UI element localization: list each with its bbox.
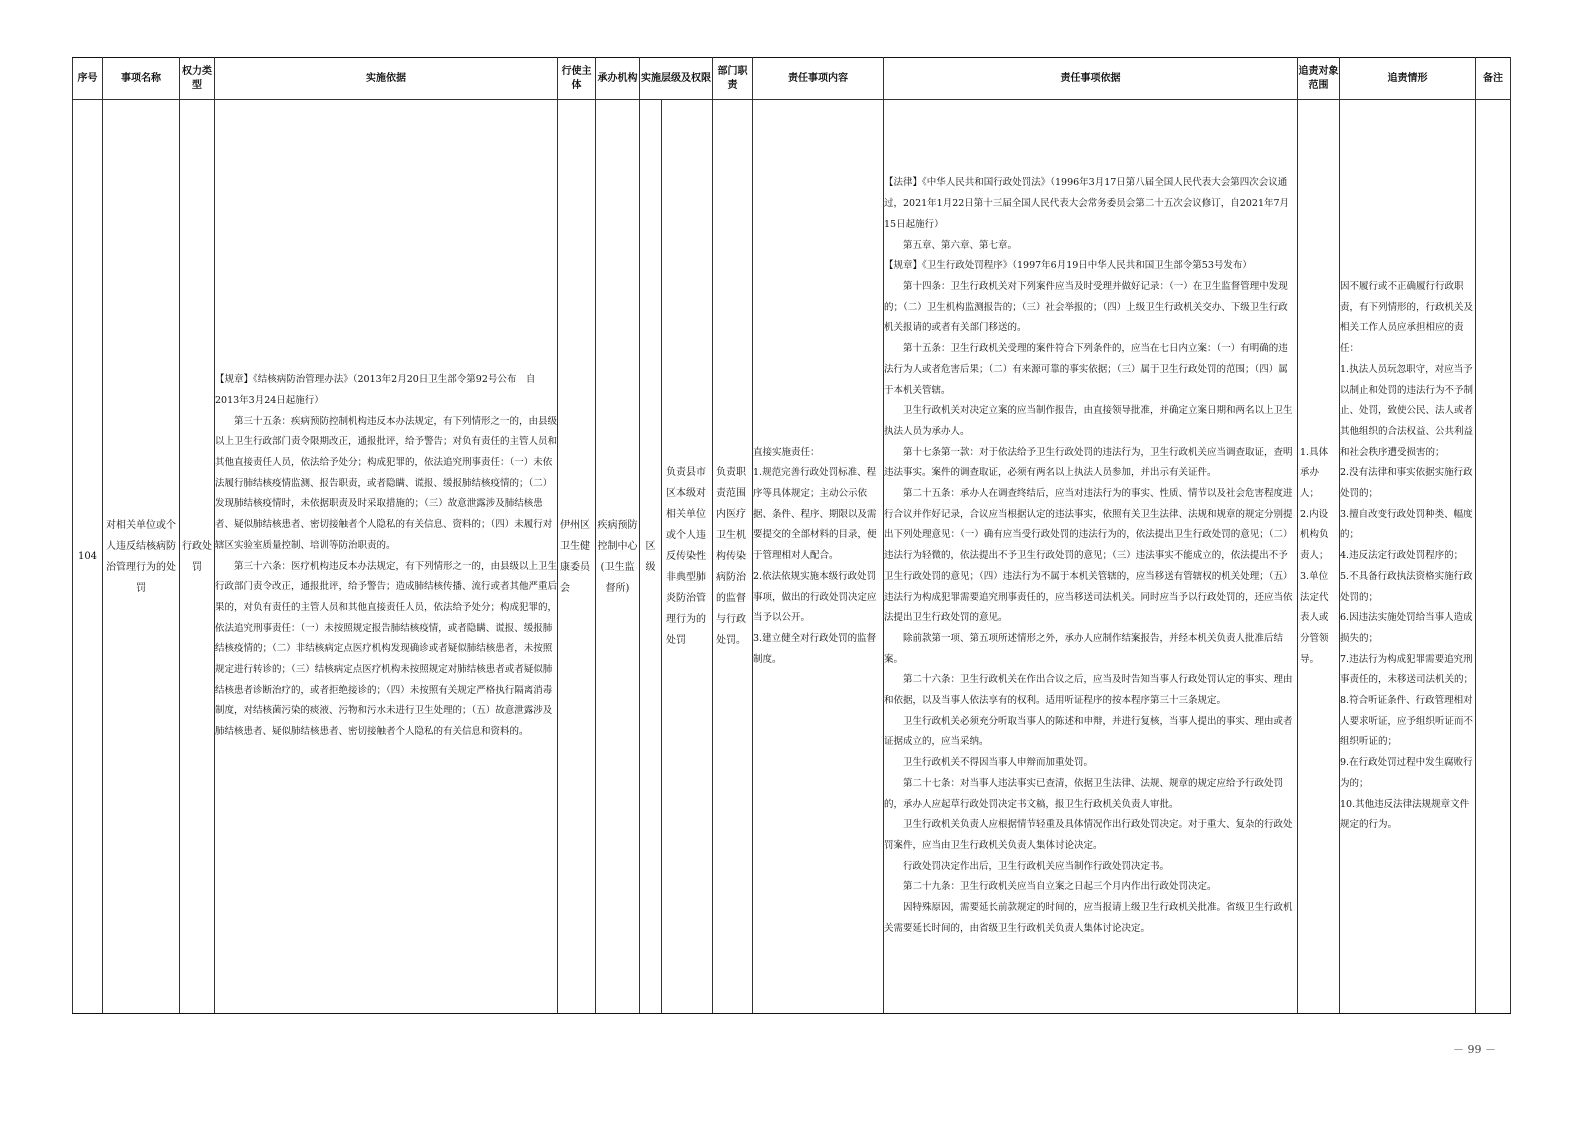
header-resp-basis: 责任事项依据 — [884, 58, 1298, 100]
resp-basis-paragraph: 行政处罚决定作出后，卫生行政机关应当制作行政处罚决定书。 — [903, 860, 1170, 872]
cell-power-type: 行政处罚 — [180, 100, 215, 1014]
cell-account-case — [1340, 100, 1476, 1014]
resp-basis-paragraph: 第二十五条：承办人在调查终结后，应当对违法行为的事实、性质、情节以及社会危害程度进行合议并作好记录，合议应当根据认定的违法事实，依照有关卫生法律、法规和规章的规定分别提出下列处理意见：（一）确有应当受行政处罚的违法行为的，依法提出卫生行政处罚的意见；（二）违法行为轻微的，依法提出不予卫生行政处罚的意见；（三）违法事实不能成立的，依法提出不予卫生行政处罚的意见；（四）违法行为不属于本机关管辖的，应当移送有管辖权的机关处理；（五）违法行为构成犯罪需要追究刑事责任的，应当移送司法机关。同时应当予以行政处罚的，还应当依法提出卫生行政处罚的意见。 — [884, 488, 1293, 624]
account-scope-line: 2.内设机构负责人； — [1300, 508, 1329, 562]
basis-paragraph: 第三十五条：疾病预防控制机构违反本办法规定，有下列情形之一的，由县级以上卫生行政部门责令限期改正，通报批评，给予警告；对负有责任的主管人员和其他直接责任人员，依法给予处分；构成犯罪的，依法追究刑事责任：（一）未依法履行肺结核疫情监测、报告职责，或者隐瞒、谎报、缓报肺结核疫情的；（二）发现肺结核疫情时，未依据职责及时采取措施的；（三）故意泄露涉及肺结核患者、疑似肺结核患者、密切接触者个人隐私的有关信息、资料的；（四）未履行对辖区实验室质量控制、培训等防治职责的。 — [215, 415, 558, 551]
resp-basis-paragraph: 卫生行政机关必须充分听取当事人的陈述和申辩，并进行复核，当事人提出的事实、理由或者证据成立的，应当采纳。 — [884, 715, 1293, 748]
header-agency: 承办机构 — [596, 58, 640, 100]
resp-basis-paragraph: 卫生行政机关负责人应根据情节轻重及具体情况作出行政处罚决定。对于重大、复杂的行政处罚案件，应当由卫生行政机关负责人集体讨论决定。 — [884, 819, 1293, 851]
header-row — [73, 58, 1511, 100]
account-case-line: 10.其他违反法律法规规章文件规定的行为。 — [1340, 798, 1470, 831]
header-level: 实施层级及权限 — [640, 58, 713, 100]
basis-paragraph: 第三十六条：医疗机构违反本办法规定，有下列情形之一的，由县级以上卫生行政部门责令改正，通报批评，给予警告；造成肺结核传播、流行或者其他严重后果的，对负有责任的主管人员和其他直接责任人员，依法给予处分；构成犯罪的，依法追究刑事责任：（一）未按照规定报告肺结核疫情，或者隐瞒、谎报、缓报肺结核疫情的；（二）非结核病定点医疗机构发现确诊或者疑似肺结核患者，未按照规定进行转诊的；（三）结核病定点医疗机构未按照规定对肺结核患者或者疑似肺结核患者诊断治疗的，或者拒绝接诊的；（四）未按照有关规定严格执行隔离消毒制度，对结核菌污染的痰液、污物和污水未进行卫生处理的；（五）故意泄露涉及肺结核患者、疑似肺结核患者、密切接触者个人隐私的有关信息和资料的。 — [215, 560, 558, 738]
resp-basis-paragraph: 第二十九条：卫生行政机关应当自立案之日起三个月内作出行政处罚决定。 — [903, 881, 1217, 893]
resp-content-text — [753, 443, 883, 671]
header-basis: 实施依据 — [215, 58, 558, 100]
resp-basis-paragraph: 卫生行政机关不得因当事人申辩而加重处罚。 — [903, 757, 1094, 769]
cell-basis — [215, 100, 558, 1014]
header-resp-content: 责任事项内容 — [753, 58, 884, 100]
account-case-line: 1.执法人员玩忽职守，对应当予以制止和处罚的违法行为不予制止、处罚，致使公民、法人或者其他组织的合法权益、公共利益和社会秩序遭受损害的； — [1340, 363, 1474, 458]
resp-basis-paragraph: 第二十六条：卫生行政机关在作出合议之后，应当及时告知当事人行政处罚认定的事实、理由和依据，以及当事人依法享有的权利。适用听证程序的按本程序第三十三条规定。 — [884, 674, 1293, 707]
resp-basis-paragraph: 第十五条：卫生行政机关受理的案件符合下列条件的，应当在七日内立案：（一）有明确的违法行为人或者危害后果；（二）有来源可靠的事实依据；（三）属于卫生行政处罚的范围；（四）属于本机关管辖。 — [884, 343, 1288, 396]
header-dept-duty: 部门职责 — [713, 58, 753, 100]
page-number: － 99 － — [1453, 1043, 1496, 1056]
cell-resp-basis — [884, 100, 1298, 1014]
header-account-case: 追责情形 — [1340, 58, 1476, 100]
account-case-line: 7.违法行为构成犯罪需要追究刑事责任的，未移送司法机关的； — [1340, 653, 1474, 686]
header-remarks: 备注 — [1476, 58, 1511, 100]
basis-paragraph: 【规章】《结核病防治管理办法》（2013年2月20日卫生部令第92号公布 自2013年3月24日起施行） — [215, 374, 536, 406]
account-case-line: 2.没有法律和事实依据实施行政处罚的； — [1340, 467, 1473, 500]
account-case-line: 6.因违法实施处罚给当事人造成损失的； — [1340, 612, 1473, 644]
resp-basis-paragraph: 因特殊原因，需要延长前款规定的时间的，应当报请上级卫生行政机关批准。省级卫生行政机关需要延长时间的，由省级卫生行政机关负责人集体讨论决定。 — [884, 902, 1293, 934]
resp-basis-paragraph: 【规章】《卫生行政处罚程序》（1997年6月19日中华人民共和国卫生部令第53号发布） — [884, 260, 1252, 272]
responsibility-table — [72, 57, 1511, 1014]
resp-content-line: 1.规范完善行政处罚标准、程序等具体规定；主动公示依据、条件、程序、期限以及需要提交的全部材料的目录，便于管理相对人配合。 — [753, 467, 877, 562]
resp-content-line: 直接实施责任： — [753, 446, 820, 458]
cell-agency: 疾病预防控制中心(卫生监督所) — [596, 100, 640, 1014]
account-case-line: 8.符合听证条件、行政管理相对人要求听证，应予组织听证而不组织听证的； — [1340, 695, 1474, 748]
resp-basis-paragraph: 卫生行政机关对决定立案的应当制作报告，由直接领导批准，并确定立案日期和两名以上卫生执法人员为承办人。 — [884, 405, 1293, 437]
account-scope-line: 1.具体承办人； — [1300, 446, 1329, 500]
table-row — [73, 100, 1511, 1014]
account-scope-line: 3.单位法定代表人或分管领导。 — [1300, 570, 1329, 665]
cell-item-name: 对相关单位或个人违反结核病防治管理行为的处罚 — [103, 100, 180, 1014]
resp-basis-paragraph: 【法律】《中华人民共和国行政处罚法》（1996年3月17日第八届全国人民代表大会第四次会议通过，2021年1月22日第十三届全国人民代表大会常务委员会第二十五次会议修订，自2021年7月15日起施行） — [884, 177, 1290, 230]
resp-content-line: 3.建立健全对行政处罚的监督制度。 — [753, 632, 877, 665]
header-seq: 序号 — [73, 58, 103, 100]
account-case-text — [1340, 277, 1475, 836]
resp-basis-paragraph: 第二十七条：对当事人违法事实已查清，依据卫生法律、法规、规章的规定应给予行政处罚的，承办人应起草行政处罚决定书文稿，报卫生行政机关负责人审批。 — [884, 777, 1284, 810]
resp-basis-text — [884, 173, 1297, 939]
resp-basis-paragraph: 第十四条：卫生行政机关对下列案件应当及时受理并做好记录：（一）在卫生监督管理中发现的；（二）卫生机构监测报告的；（三）社会举报的；（四）上级卫生行政机关交办、下级卫生行政机关报请的或者有关部门移送的。 — [884, 281, 1288, 334]
basis-text — [215, 370, 557, 743]
cell-level-scope: 负责县市区本级对相关单位或个人违反传染性非典型肺炎防治管理行为的处罚 — [662, 100, 713, 1014]
resp-basis-paragraph: 第十七条第一款：对于依法给予卫生行政处罚的违法行为，卫生行政机关应当调查取证，查明违法事实。案件的调查取证，必须有两名以上执法人员参加，并出示有关证件。 — [884, 446, 1293, 479]
account-case-line: 4.违反法定行政处罚程序的； — [1340, 550, 1464, 562]
header-item-name: 事项名称 — [103, 58, 180, 100]
cell-account-scope — [1298, 100, 1340, 1014]
cell-subject: 伊州区卫生健康委员会 — [558, 100, 596, 1014]
cell-resp-content — [753, 100, 884, 1014]
account-scope-text — [1300, 443, 1337, 671]
cell-level: 区级 — [640, 100, 662, 1014]
resp-content-line: 2.依法依规实施本级行政处罚事项，做出的行政处罚决定应当予以公开。 — [753, 570, 877, 624]
header-subject: 行使主体 — [558, 58, 596, 100]
header-account-scope: 追责对象范围 — [1298, 58, 1340, 100]
cell-remarks — [1476, 100, 1511, 1014]
account-case-line: 5.不具备行政执法资格实施行政处罚的； — [1340, 570, 1473, 603]
resp-basis-paragraph: 除前款第一项、第五项所述情形之外，承办人应制作结案报告，并经本机关负责人批准后结案。 — [884, 632, 1284, 665]
account-case-line: 因不履行或不正确履行行政职责，有下列情形的，行政机关及相关工作人员应承担相应的责任： — [1340, 281, 1474, 355]
account-case-line: 3.擅自改变行政处罚种类、幅度的； — [1340, 508, 1473, 541]
cell-seq: 104 — [73, 100, 103, 1014]
account-case-line: 9.在行政处罚过程中发生腐败行为的； — [1340, 757, 1473, 789]
resp-basis-paragraph: 第五章、第六章、第七章。 — [903, 239, 1018, 251]
cell-dept-duty: 负责职责范围内医疗卫生机构传染病防治的监督与行政处罚。 — [713, 100, 753, 1014]
header-power-type: 权力类型 — [180, 58, 215, 100]
